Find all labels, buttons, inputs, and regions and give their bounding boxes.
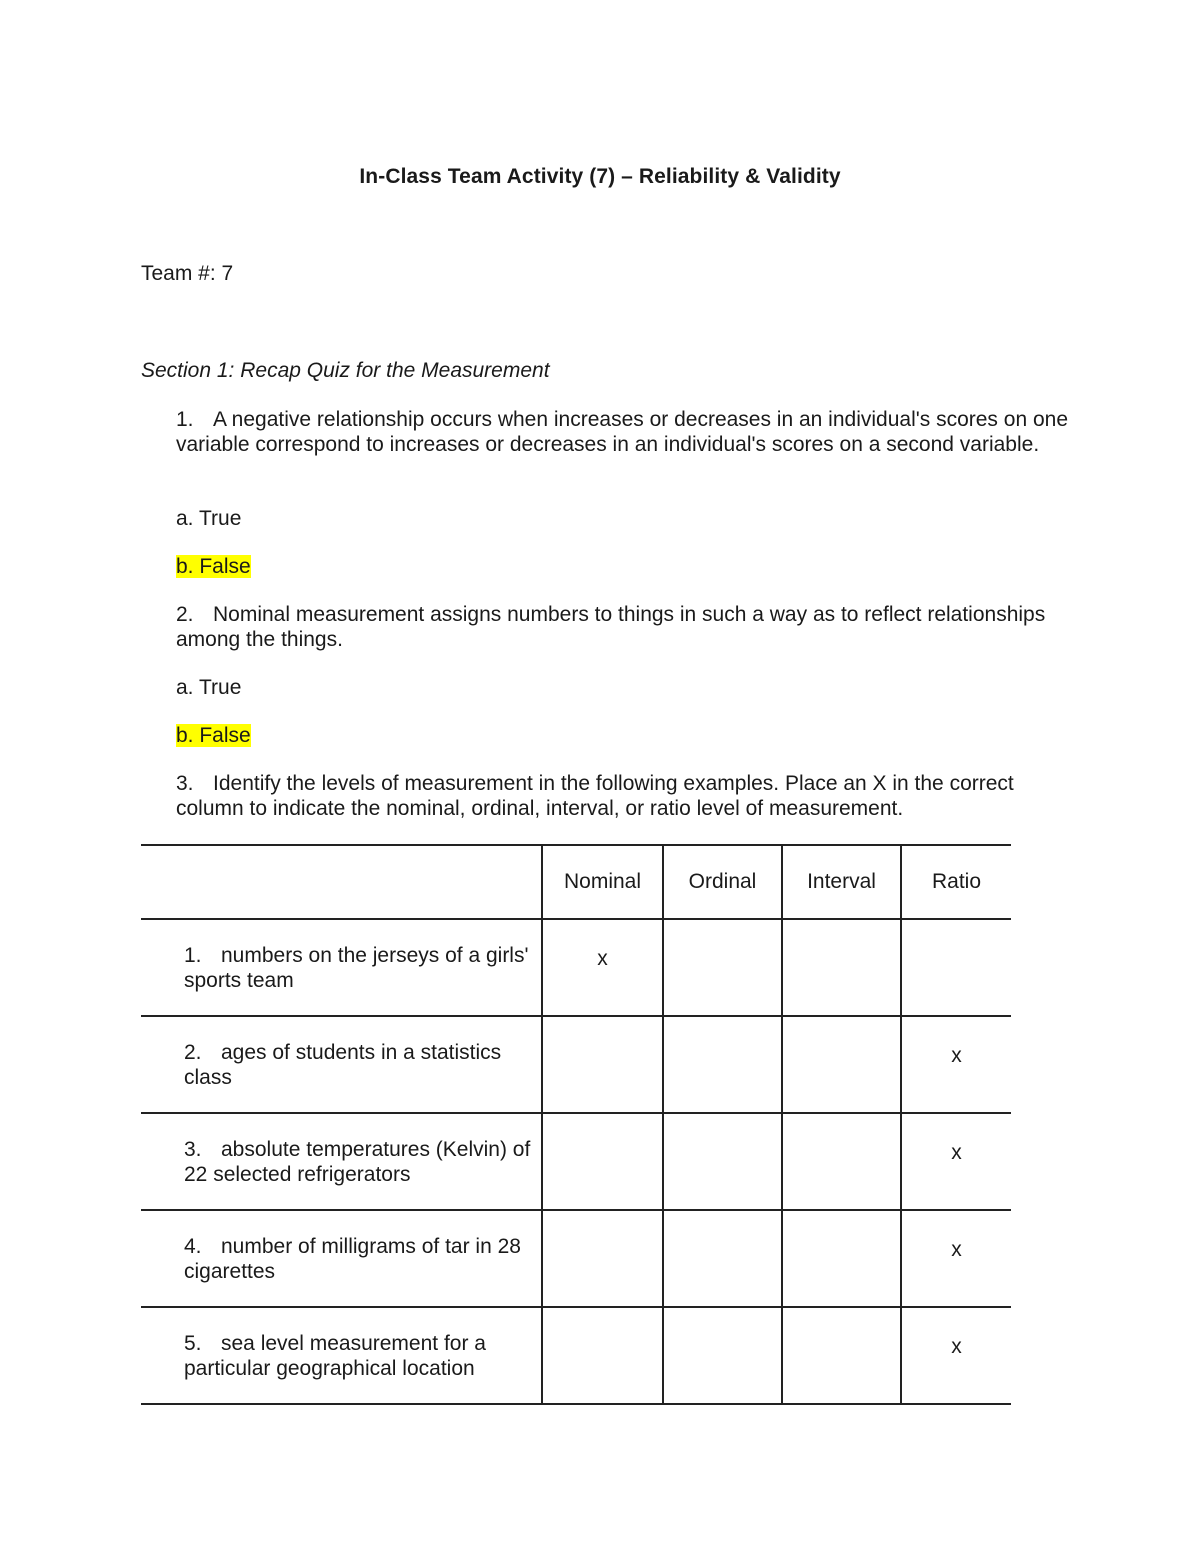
- section-heading: Section 1: Recap Quiz for the Measurement: [141, 359, 550, 382]
- cell-nominal: [542, 1210, 663, 1307]
- question-2-option-a: a. True: [176, 676, 242, 699]
- table-row: [141, 1210, 1011, 1307]
- check-mark: [783, 1211, 900, 1237]
- question-2: [176, 602, 1076, 652]
- cell-ordinal: [663, 1210, 782, 1307]
- row-label-cell: [141, 1113, 542, 1210]
- row-label: sea level measurement for a particular geographical location: [184, 1332, 486, 1380]
- cell-ratio: [901, 1210, 1011, 1307]
- cell-ordinal: [663, 1113, 782, 1210]
- question-number: 2.: [176, 603, 194, 626]
- check-mark: [543, 1308, 662, 1334]
- question-text: Nominal measurement assigns numbers to things in such a way as to reflect relationships among the things.: [176, 603, 1046, 651]
- row-label: number of milligrams of tar in 28 cigarettes: [184, 1235, 521, 1283]
- question-text: A negative relationship occurs when increases or decreases in an individual's scores on one variable correspond to increases or decreases in an individual's scores on a second variable.: [176, 408, 1069, 456]
- check-mark: x: [951, 1141, 962, 1164]
- question-1-option-a: a. True: [176, 507, 242, 530]
- header-blank: [141, 845, 542, 919]
- question-1: [176, 407, 1076, 457]
- table-row: [141, 1113, 1011, 1210]
- check-mark: [543, 1211, 662, 1237]
- check-mark: x: [597, 947, 608, 970]
- answer-highlight: b. False: [176, 724, 251, 747]
- row-label-cell: [141, 1307, 542, 1404]
- row-label: ages of students in a statistics class: [184, 1041, 502, 1089]
- cell-ratio: [901, 1307, 1011, 1404]
- row-label-cell: [141, 1210, 542, 1307]
- row-number: 3.: [184, 1138, 202, 1161]
- cell-interval: [782, 1016, 901, 1113]
- header-nominal: Nominal: [542, 845, 663, 919]
- cell-interval: [782, 1307, 901, 1404]
- row-number: 5.: [184, 1332, 202, 1355]
- document-title: In-Class Team Activity (7) – Reliability & Validity: [359, 165, 841, 188]
- question-3: [176, 771, 1076, 821]
- cell-ratio: [901, 1113, 1011, 1210]
- team-number: Team #: 7: [141, 262, 234, 285]
- table-row: [141, 919, 1011, 1016]
- check-mark: [783, 1114, 900, 1140]
- check-mark: [783, 920, 900, 946]
- question-1-option-b: [176, 554, 251, 579]
- table-header-row: [141, 845, 1011, 919]
- check-mark: [543, 1114, 662, 1140]
- check-mark: [783, 1308, 900, 1334]
- cell-ordinal: [663, 1307, 782, 1404]
- check-mark: [783, 1017, 900, 1043]
- cell-nominal: [542, 919, 663, 1016]
- table-row: [141, 1307, 1011, 1404]
- row-number: 2.: [184, 1041, 202, 1064]
- check-mark: x: [951, 1335, 962, 1358]
- check-mark: [664, 920, 781, 946]
- row-label-cell: [141, 919, 542, 1016]
- question-number: 3.: [176, 772, 194, 795]
- row-label: absolute temperatures (Kelvin) of 22 selected refrigerators: [184, 1138, 531, 1186]
- row-number: 4.: [184, 1235, 202, 1258]
- header-ratio: Ratio: [901, 845, 1011, 919]
- check-mark: [543, 1017, 662, 1043]
- header-interval: Interval: [782, 845, 901, 919]
- question-number: 1.: [176, 408, 194, 431]
- measurement-levels-table: [141, 844, 1011, 1405]
- cell-ordinal: [663, 919, 782, 1016]
- header-ordinal: Ordinal: [663, 845, 782, 919]
- cell-nominal: [542, 1016, 663, 1113]
- check-mark: [664, 1017, 781, 1043]
- cell-interval: [782, 919, 901, 1016]
- cell-nominal: [542, 1307, 663, 1404]
- question-2-option-b: [176, 723, 251, 748]
- cell-interval: [782, 1113, 901, 1210]
- check-mark: [902, 920, 1011, 946]
- cell-ordinal: [663, 1016, 782, 1113]
- row-number: 1.: [184, 944, 202, 967]
- check-mark: x: [951, 1044, 962, 1067]
- row-label-cell: [141, 1016, 542, 1113]
- answer-highlight: b. False: [176, 555, 251, 578]
- row-label: numbers on the jerseys of a girls' sports team: [184, 944, 529, 992]
- question-text: Identify the levels of measurement in the following examples. Place an X in the correct column to indicate the nominal, ordinal, interval, or ratio level of measurement.: [176, 772, 1014, 820]
- cell-nominal: [542, 1113, 663, 1210]
- cell-ratio: [901, 1016, 1011, 1113]
- check-mark: x: [951, 1238, 962, 1261]
- cell-interval: [782, 1210, 901, 1307]
- check-mark: [664, 1308, 781, 1334]
- check-mark: [664, 1114, 781, 1140]
- table-row: [141, 1016, 1011, 1113]
- cell-ratio: [901, 919, 1011, 1016]
- check-mark: [664, 1211, 781, 1237]
